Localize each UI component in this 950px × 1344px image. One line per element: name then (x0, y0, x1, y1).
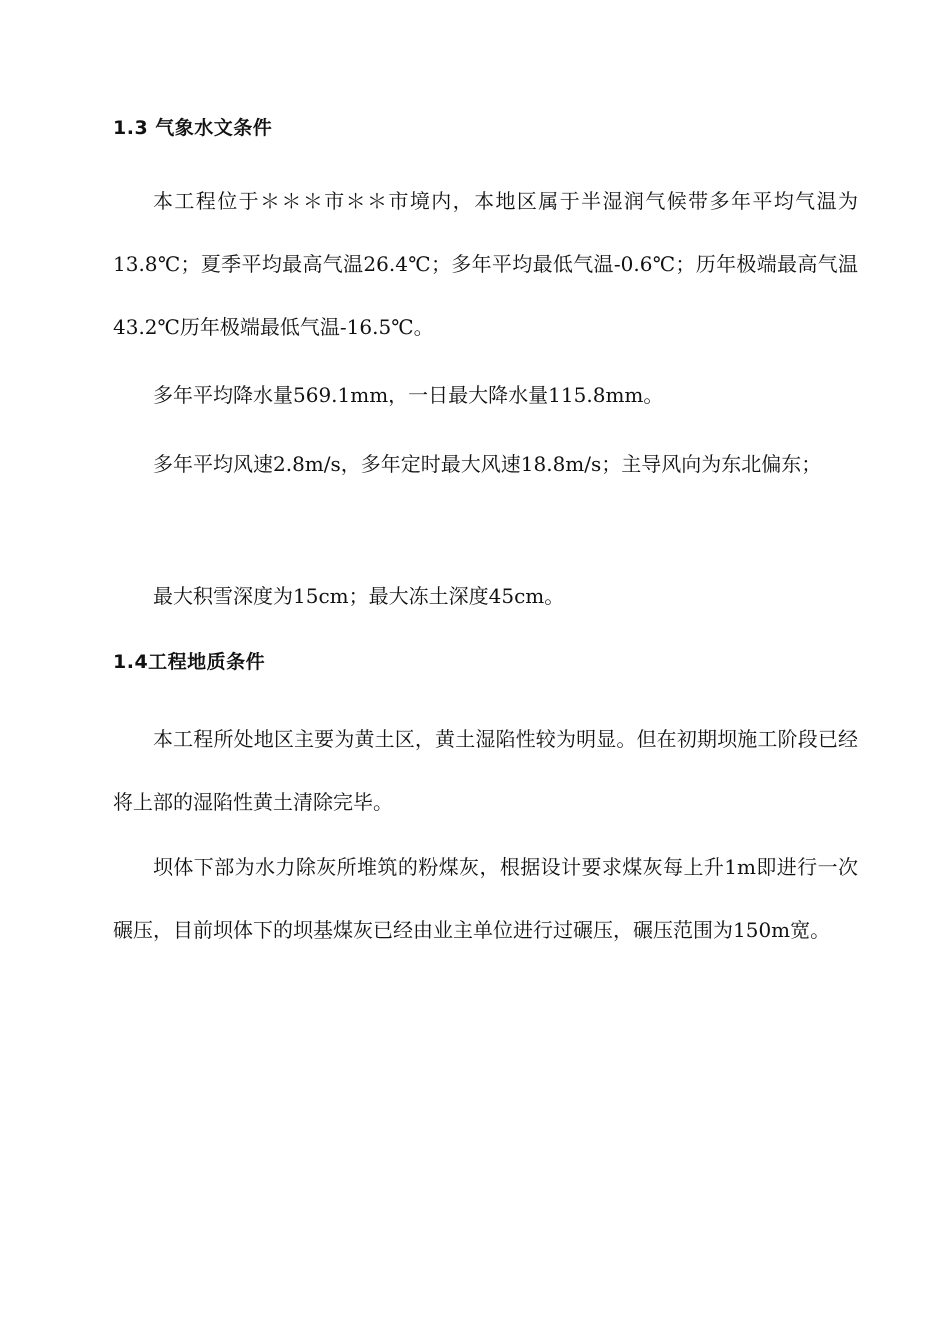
paragraph-loess: 本工程所处地区主要为黄土区，黄土湿陷性较为明显。但在初期坝施工阶段已经将上部的湿陷性黄土清除完毕。 (113, 727, 858, 814)
paragraph-wind: 多年平均风速2.8m/s，多年定时最大风速18.8m/s；主导风向为东北偏东； (153, 452, 822, 476)
section-heading-1-4: 1.4工程地质条件 (113, 651, 266, 673)
section-heading-1-3: 1.3 气象水文条件 (113, 117, 273, 139)
paragraph-dam-foundation: 坝体下部为水力除灰所堆筑的粉煤灰，根据设计要求煤灰每上升1m即进行一次碾压，目前坝体下的坝基煤灰已经由业主单位进行过碾压，碾压范围为150m宽。 (113, 855, 858, 942)
paragraph-snow-frost: 最大积雪深度为15cm；最大冻土深度45cm。 (153, 584, 565, 608)
paragraph-precipitation: 多年平均降水量569.1mm，一日最大降水量115.8mm。 (153, 383, 664, 407)
paragraph-climate-temperature: 本工程位于＊＊＊市＊＊市境内，本地区属于半湿润气候带多年平均气温为13.8℃；夏季平均最高气温26.4℃；多年平均最低气温-0.6℃；历年极端最高气温43.2℃历年极端最低气温-16.5℃。 (113, 189, 858, 339)
